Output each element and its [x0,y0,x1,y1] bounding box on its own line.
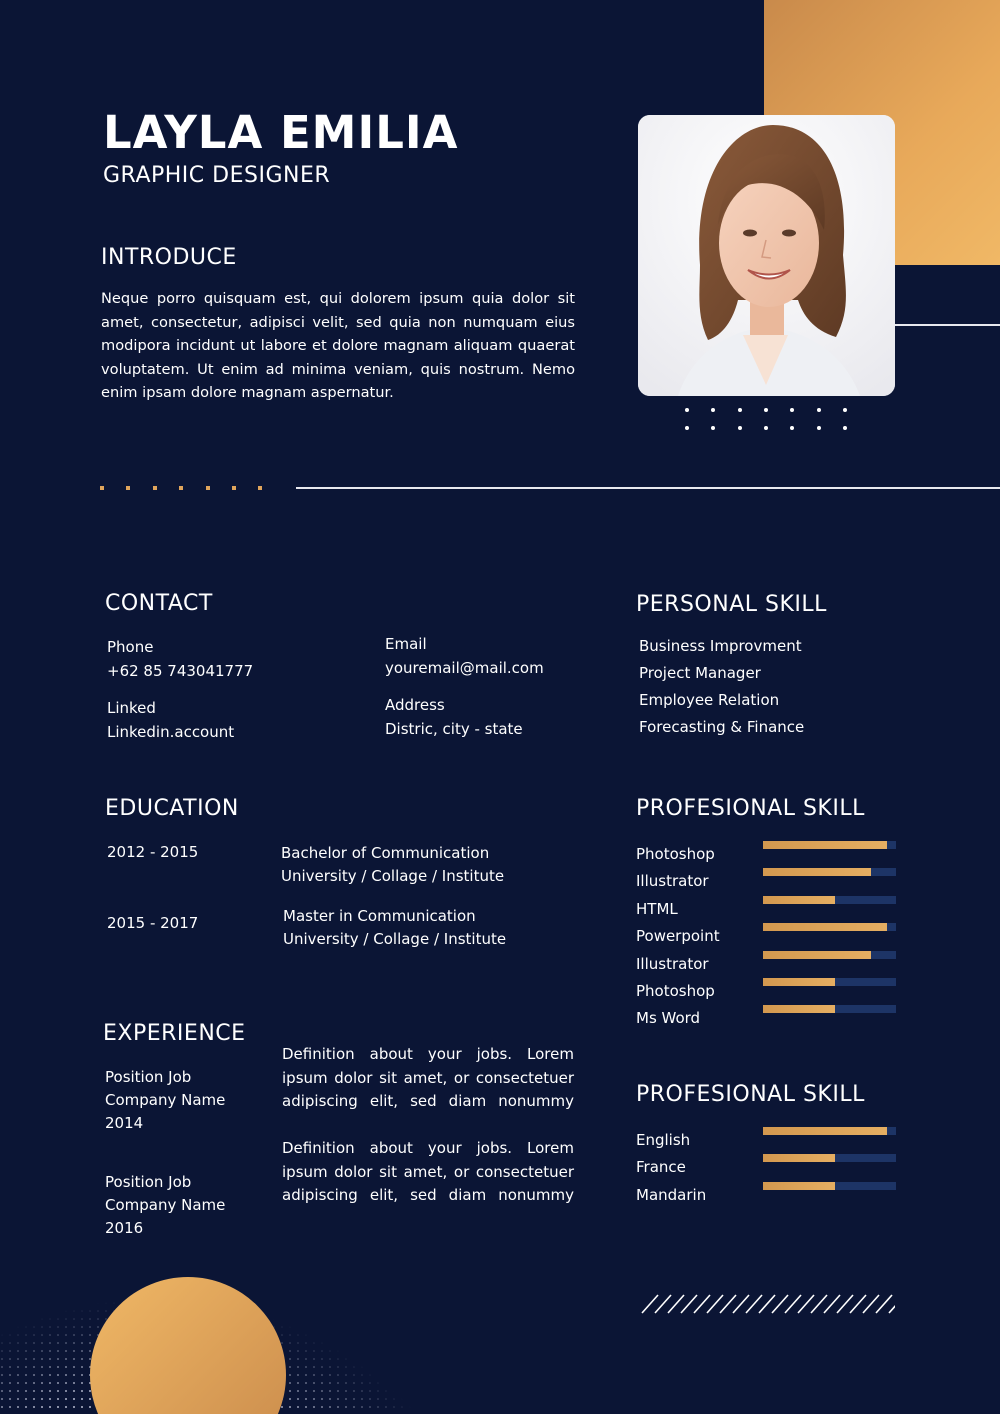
phone-value: +62 85 743041777 [107,662,254,680]
professional-skill-bar-fill [763,951,871,959]
language-skill-label: English [636,1131,691,1149]
education-degree: Master in Communication [283,907,476,925]
education-heading: EDUCATION [105,796,239,821]
address-value: Distric, city - state [385,720,523,738]
professional-skill-heading: PROFESIONAL SKILL [636,796,865,821]
hatch-line [694,1295,710,1313]
hatch-line [876,1295,892,1313]
language-skill-bar [763,1182,896,1190]
language-skill-bar [763,1154,896,1162]
portrait-image [638,115,895,396]
phone-label: Phone [107,638,154,656]
professional-skill-bar [763,1005,896,1013]
experience-position: Position Job [105,1173,192,1191]
experience-heading: EXPERIENCE [103,1021,246,1046]
education-school: University / Collage / Institute [281,867,505,885]
language-skill-bar [763,1127,896,1135]
hatch-line [655,1295,671,1313]
professional-skill-bar-fill [763,896,835,904]
candidate-name: LAYLA EMILIA [103,106,459,159]
professional-skill-bar-fill [763,868,871,876]
hatch-line [850,1295,866,1313]
personal-skill-item: Project Manager [639,664,761,682]
professional-skill-label: Powerpoint [636,927,720,946]
personal-skill-item: Business Improvment [639,637,802,655]
hatch-line [681,1295,697,1313]
personal-skill-heading: PERSONAL SKILL [636,592,827,617]
experience-description-line: Definition about your jobs. Lorem [282,1139,574,1157]
experience-description-line: ipsum dolor sit amet, or consectetuer [282,1163,574,1181]
professional-skill-bar [763,841,896,849]
hatch-line [863,1295,879,1313]
professional-skill-bar-fill [763,1005,835,1013]
hatch-line [707,1295,723,1313]
hatch-line [811,1295,827,1313]
personal-skill-item: Forecasting & Finance [639,718,805,736]
hatch-line [642,1295,658,1313]
professional-skill-bar [763,868,896,876]
education-years: 2015 - 2017 [107,914,199,932]
linked-value: Linkedin.account [107,723,235,741]
hatch-line [824,1295,840,1313]
introduce-text: Neque porro quisquam est, qui dolorem ipsum quia dolor sit amet, consectetur, adipisci velit, sed quia non numquam eius modipora incidunt ut labore et dolore magnam aliquam quaerat voluptatem. Ut enim ad minima veniam, quis nostrum. Nemo enim ipsam dolore magnam aspernatur. [101,290,575,401]
language-skill-bar-fill [763,1182,835,1190]
education-school: University / Collage / Institute [283,930,507,948]
language-skill-label: France [636,1158,686,1177]
hatch-line [720,1295,736,1313]
professional-skill-label: Illustrator [636,954,709,973]
hatch-line [772,1295,788,1313]
professional-skill-label: Photoshop [636,982,715,1000]
experience-year: 2016 [105,1219,144,1237]
hatch-line [668,1295,684,1313]
introduce-heading: INTRODUCE [101,245,237,270]
experience-description-line: adipiscing elit, sed diam nonummy [282,1092,574,1110]
professional-skill-bar [763,978,896,986]
decorative-dots-grid [680,403,855,435]
language-skill-label: Mandarin [636,1185,707,1204]
hatch-line [837,1295,853,1313]
professional-skill-bar [763,923,896,931]
education-years: 2012 - 2015 [107,843,199,861]
hatch-line [759,1295,775,1313]
professional-skill-label: Ms Word [636,1009,701,1028]
experience-position: Position Job [105,1068,192,1086]
experience-company: Company Name [105,1196,226,1214]
professional-skill-bar [763,951,896,959]
experience-description-line: ipsum dolor sit amet, or consectetuer [282,1069,574,1087]
hatch-line [785,1295,801,1313]
address-label: Address [385,696,445,714]
experience-year: 2014 [105,1114,144,1132]
email-value: youremail@mail.com [385,659,544,677]
linked-label: Linked [107,699,156,717]
professional-skill-label: HTML [636,899,678,918]
hatch-line [746,1295,762,1313]
professional-skill-bar-fill [763,923,887,931]
professional-skill-label: Photoshop [636,845,715,863]
experience-description-line: adipiscing elit, sed diam nonummy [282,1186,574,1204]
contact-heading: CONTACT [105,591,213,616]
experience-company: Company Name [105,1091,226,1109]
gold-dots-divider [98,484,268,492]
professional-skill-bar-fill [763,978,835,986]
professional-skill-bar-fill [763,841,887,849]
professional-skill-label: Illustrator [636,872,709,891]
language-skill-heading: PROFESIONAL SKILL [636,1082,865,1107]
profile-photo [638,115,895,396]
language-skill-bar-fill [763,1154,835,1162]
email-label: Email [385,635,427,653]
experience-description-line: Definition about your jobs. Lorem [282,1045,574,1063]
hatch-line [733,1295,749,1313]
professional-skill-bar [763,896,896,904]
hatch-line [798,1295,814,1313]
decorative-line-right [895,324,1000,326]
education-degree: Bachelor of Communication [281,844,490,862]
personal-skill-item: Employee Relation [639,691,780,709]
diagonal-hatch-decoration [640,1293,895,1315]
candidate-title: GRAPHIC DESIGNER [103,163,331,188]
language-skill-bar-fill [763,1127,887,1135]
section-divider-line [296,487,1000,489]
